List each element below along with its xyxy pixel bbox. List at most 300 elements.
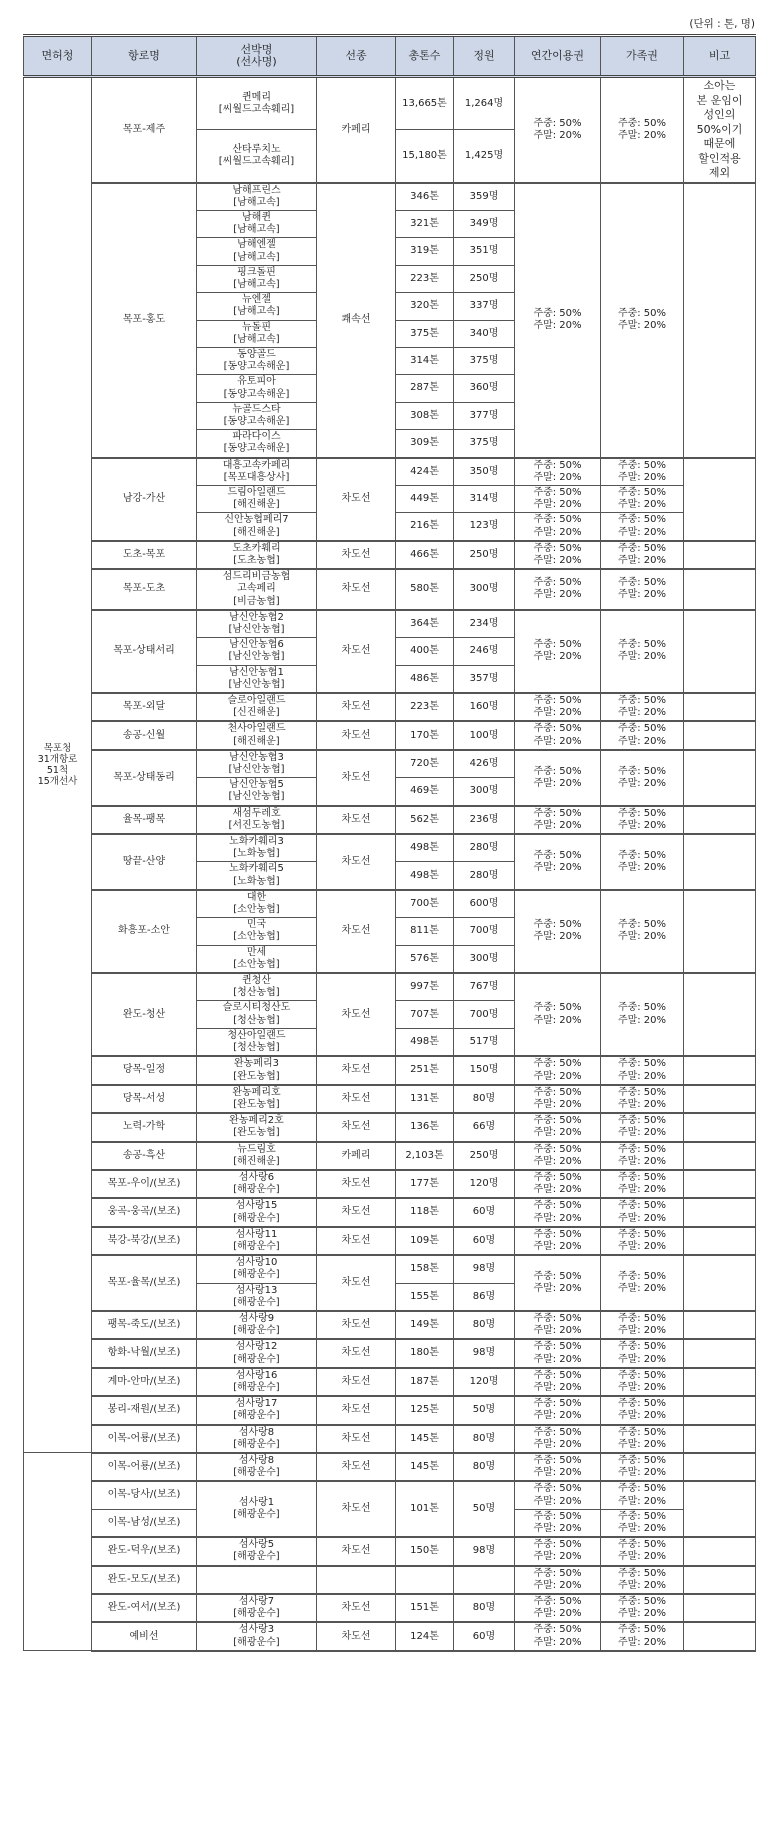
capacity [454,1566,515,1594]
annual-pass-discount: 주중: 50% 주말: 20% [515,973,601,1056]
ship-type: 쾌속선 [317,183,396,458]
family-pass-discount: 주중: 50% 주말: 20% [601,1594,684,1622]
remark [684,1453,756,1481]
ship-type: 차도선 [317,834,396,890]
ship-name: 섬사랑16 [해광운수] [197,1368,317,1396]
table-row [24,1056,756,1084]
capacity: 357명 [454,665,515,693]
ship-name: 뉴돌핀 [남해고속] [197,320,317,347]
ship-name: 슬로시티청산도 [청산농협] [197,1001,317,1028]
table-row [24,569,756,610]
route-name: 팽목-죽도/(보조) [92,1311,197,1339]
table-body [24,77,756,1651]
table-row [24,1142,756,1170]
family-pass-discount: 주중: 50% 주말: 20% [601,1368,684,1396]
tonnage: 151톤 [396,1594,454,1622]
capacity: 120명 [454,1368,515,1396]
family-pass-discount: 주중: 50% 주말: 20% [601,541,684,569]
capacity: 236명 [454,806,515,834]
ship-name: 섬사랑17 [해광운수] [197,1396,317,1424]
annual-pass-discount: 주중: 50% 주말: 20% [515,1396,601,1424]
tonnage: 720톤 [396,750,454,778]
capacity: 1,264명 [454,77,515,130]
ship-name: 섬사랑8 [해광운수] [197,1425,317,1453]
table-row [24,1481,756,1509]
ship-name: 섬드리비금농협 고속페리 [비금농협] [197,569,317,610]
ship-name: 남해퀸 [남해고속] [197,210,317,237]
route-name: 송공-흑산 [92,1142,197,1170]
ship-name: 섬사랑3 [해광운수] [197,1622,317,1650]
route-name: 목포-외달 [92,693,197,721]
ship-name: 신안농협페리7 [해진해운] [197,513,317,541]
family-pass-discount: 주중: 50% 주말: 20% [601,458,684,486]
ship-name: 새섬두레호 [서진도농협] [197,806,317,834]
ship-type: 차도선 [317,569,396,610]
ship-name: 남신안농협6 [남신안농협] [197,638,317,665]
annual-pass-discount: 주중: 50% 주말: 20% [515,1113,601,1141]
family-pass-discount: 주중: 50% 주말: 20% [601,1339,684,1367]
family-pass-discount: 주중: 50% 주말: 20% [601,485,684,512]
route-name: 목포-우이/(보조) [92,1170,197,1198]
annual-pass-discount: 주중: 50% 주말: 20% [515,77,601,183]
route-name: 목포-상태동리 [92,750,197,806]
ship-type: 차도선 [317,750,396,806]
tonnage: 145톤 [396,1453,454,1481]
route-name: 완도-덕우/(보조) [92,1537,197,1565]
ship-type: 차도선 [317,1311,396,1339]
family-pass-discount: 주중: 50% 주말: 20% [601,569,684,610]
family-pass-discount: 주중: 50% 주말: 20% [601,1537,684,1565]
remark [684,1537,756,1565]
capacity: 98명 [454,1255,515,1283]
ship-type: 차도선 [317,1056,396,1084]
tonnage: 287톤 [396,375,454,402]
table-row [24,721,756,749]
tonnage: 576톤 [396,945,454,973]
header-route: 항로명 [92,36,197,77]
remark [684,973,756,1056]
capacity: 250명 [454,541,515,569]
capacity: 80명 [454,1085,515,1113]
ship-name: 섬사랑13 [해광운수] [197,1283,317,1311]
remark [684,721,756,749]
tonnage: 136톤 [396,1113,454,1141]
ship-type: 차도선 [317,610,396,693]
header-family-pass: 가족권 [601,36,684,77]
ferry-discount-table [23,34,756,1652]
table-row [24,610,756,638]
family-pass-discount: 주중: 50% 주말: 20% [601,183,684,458]
route-name: 웅곡-웅곡/(보조) [92,1198,197,1226]
ship-type: 차도선 [317,1425,396,1453]
ship-type: 차도선 [317,1113,396,1141]
table-row [24,77,756,130]
route-name: 목포-도초 [92,569,197,610]
remark [684,1339,756,1367]
tonnage: 216톤 [396,513,454,541]
ship-name: 핑크돌핀 [남해고속] [197,265,317,292]
capacity: 700명 [454,918,515,945]
ship-name: 퀸청산 [청산농협] [197,973,317,1001]
family-pass-discount: 주중: 50% 주말: 20% [601,721,684,749]
tonnage: 177톤 [396,1170,454,1198]
annual-pass-discount: 주중: 50% 주말: 20% [515,1368,601,1396]
ship-name: 남신안농협2 [남신안농협] [197,610,317,638]
annual-pass-discount: 주중: 50% 주말: 20% [515,458,601,486]
ship-type [317,1566,396,1594]
family-pass-discount: 주중: 50% 주말: 20% [601,1227,684,1255]
capacity: 300명 [454,945,515,973]
annual-pass-discount: 주중: 50% 주말: 20% [515,1537,601,1565]
capacity: 600명 [454,890,515,918]
annual-pass-discount: 주중: 50% 주말: 20% [515,1142,601,1170]
tonnage: 364톤 [396,610,454,638]
capacity: 250명 [454,1142,515,1170]
table-row [24,1594,756,1622]
ship-type: 차도선 [317,541,396,569]
capacity: 280명 [454,862,515,890]
ship-type: 차도선 [317,693,396,721]
annual-pass-discount: 주중: 50% 주말: 20% [515,806,601,834]
tonnage: 155톤 [396,1283,454,1311]
tonnage: 469톤 [396,778,454,806]
ship-name: 파라다이스 [동양고속해운] [197,430,317,458]
tonnage: 13,665톤 [396,77,454,130]
route-name: 봉리-재원/(보조) [92,1396,197,1424]
remark [684,541,756,569]
annual-pass-discount: 주중: 50% 주말: 20% [515,485,601,512]
remark [684,183,756,458]
ship-name: 섬사랑1 [해광운수] [197,1481,317,1537]
header-row [24,36,756,77]
ship-name: 민국 [소안농협] [197,918,317,945]
table-row [24,693,756,721]
annual-pass-discount: 주중: 50% 주말: 20% [515,1170,601,1198]
route-name: 예비선 [92,1622,197,1650]
tonnage: 466톤 [396,541,454,569]
ship-name: 뉴골드스타 [동양고속해운] [197,402,317,429]
capacity: 314명 [454,485,515,512]
ship-name: 섬사랑15 [해광운수] [197,1198,317,1226]
tonnage: 562톤 [396,806,454,834]
route-name: 계마-안마/(보조) [92,1368,197,1396]
family-pass-discount: 주중: 50% 주말: 20% [601,513,684,541]
annual-pass-discount: 주중: 50% 주말: 20% [515,183,601,458]
remark [684,1425,756,1453]
annual-pass-discount: 주중: 50% 주말: 20% [515,1425,601,1453]
family-pass-discount: 주중: 50% 주말: 20% [601,1453,684,1481]
tonnage: 375톤 [396,320,454,347]
capacity: 337명 [454,293,515,320]
annual-pass-discount: 주중: 50% 주말: 20% [515,693,601,721]
remark [684,1170,756,1198]
table-row [24,1396,756,1424]
route-name: 목포-홍도 [92,183,197,458]
header-ship: 선박명 (선사명) [197,36,317,77]
table-row [24,1113,756,1141]
tonnage: 498톤 [396,1028,454,1056]
tonnage: 180톤 [396,1339,454,1367]
table-row [24,1170,756,1198]
family-pass-discount: 주중: 50% 주말: 20% [601,1198,684,1226]
remark [684,1198,756,1226]
capacity: 80명 [454,1453,515,1481]
capacity: 98명 [454,1339,515,1367]
annual-pass-discount: 주중: 50% 주말: 20% [515,1594,601,1622]
header-type: 선종 [317,36,396,77]
capacity: 86명 [454,1283,515,1311]
tonnage: 346톤 [396,183,454,211]
remark [684,1227,756,1255]
ship-name: 남해엔젤 [남해고속] [197,238,317,265]
ship-type: 차도선 [317,1396,396,1424]
ship-name: 섬사랑6 [해광운수] [197,1170,317,1198]
ship-name: 퀸메리 [씨월드고속훼리] [197,77,317,130]
ship-name: 동양골드 [동양고속해운] [197,347,317,374]
ship-type: 차도선 [317,1453,396,1481]
annual-pass-discount: 주중: 50% 주말: 20% [515,569,601,610]
capacity: 160명 [454,693,515,721]
annual-pass-discount: 주중: 50% 주말: 20% [515,610,601,693]
tonnage: 320톤 [396,293,454,320]
ship-type: 차도선 [317,890,396,973]
remark [684,1396,756,1424]
ship-type: 차도선 [317,1594,396,1622]
table-row [24,834,756,862]
table-row [24,1198,756,1226]
unit-label: (단위 : 톤, 명) [689,18,755,30]
tonnage: 319톤 [396,238,454,265]
ship-name: 남신안농협1 [남신안농협] [197,665,317,693]
family-pass-discount: 주중: 50% 주말: 20% [601,1622,684,1650]
route-name: 목포-제주 [92,77,197,183]
annual-pass-discount: 주중: 50% 주말: 20% [515,834,601,890]
route-name: 완도-여서/(보조) [92,1594,197,1622]
tonnage: 150톤 [396,1537,454,1565]
capacity: 1,425명 [454,130,515,183]
ship-name: 완농페리호 [완도농협] [197,1085,317,1113]
remark [684,610,756,693]
annual-pass-discount: 주중: 50% 주말: 20% [515,721,601,749]
ship-name: 남해프린스 [남해고속] [197,183,317,211]
header-remark: 비고 [684,36,756,77]
tonnage: 124톤 [396,1622,454,1650]
annual-pass-discount: 주중: 50% 주말: 20% [515,1339,601,1367]
remark [684,1085,756,1113]
ship-type: 카페리 [317,77,396,183]
remark [684,1622,756,1650]
route-name: 이목-어룡/(보조) [92,1453,197,1481]
capacity: 60명 [454,1198,515,1226]
ship-name: 드림아일랜드 [해진해운] [197,485,317,512]
route-name: 노력-가학 [92,1113,197,1141]
annual-pass-discount: 주중: 50% 주말: 20% [515,1622,601,1650]
capacity: 377명 [454,402,515,429]
remark [684,1368,756,1396]
ship-name: 남신안농협5 [남신안농협] [197,778,317,806]
capacity: 60명 [454,1227,515,1255]
family-pass-discount: 주중: 50% 주말: 20% [601,1425,684,1453]
capacity: 50명 [454,1396,515,1424]
ship-name: 노화카훼리3 [노화농협] [197,834,317,862]
tonnage: 400톤 [396,638,454,665]
remark [684,569,756,610]
family-pass-discount: 주중: 50% 주말: 20% [601,1255,684,1311]
tonnage: 997톤 [396,973,454,1001]
capacity: 517명 [454,1028,515,1056]
table-row [24,1537,756,1565]
tonnage: 314톤 [396,347,454,374]
tonnage: 424톤 [396,458,454,486]
ship-name: 완농페리2호 [완도농협] [197,1113,317,1141]
family-pass-discount: 주중: 50% 주말: 20% [601,1311,684,1339]
ship-type: 차도선 [317,1170,396,1198]
table-row [24,1311,756,1339]
tonnage [396,1566,454,1594]
table-row [24,1085,756,1113]
family-pass-discount: 주중: 50% 주말: 20% [601,1056,684,1084]
family-pass-discount: 주중: 50% 주말: 20% [601,1566,684,1594]
route-name: 완도-모도/(보조) [92,1566,197,1594]
tonnage: 101톤 [396,1481,454,1537]
annual-pass-discount: 주중: 50% 주말: 20% [515,1481,601,1509]
ship-type: 차도선 [317,1368,396,1396]
capacity: 100명 [454,721,515,749]
annual-pass-discount: 주중: 50% 주말: 20% [515,890,601,973]
ship-type: 차도선 [317,1227,396,1255]
capacity: 120명 [454,1170,515,1198]
tonnage: 223톤 [396,265,454,292]
tonnage: 321톤 [396,210,454,237]
annual-pass-discount: 주중: 50% 주말: 20% [515,1509,601,1537]
annual-pass-discount: 주중: 50% 주말: 20% [515,541,601,569]
tonnage: 149톤 [396,1311,454,1339]
capacity: 300명 [454,569,515,610]
table-row [24,1566,756,1594]
tonnage: 109톤 [396,1227,454,1255]
capacity: 50명 [454,1481,515,1537]
tonnage: 707톤 [396,1001,454,1028]
ship-type: 차도선 [317,1537,396,1565]
tonnage: 498톤 [396,834,454,862]
tonnage: 223톤 [396,693,454,721]
family-pass-discount: 주중: 50% 주말: 20% [601,77,684,183]
ship-name: 남신안농협3 [남신안농협] [197,750,317,778]
table-row [24,750,756,778]
ship-name: 섬사랑10 [해광운수] [197,1255,317,1283]
tonnage: 125톤 [396,1396,454,1424]
route-name: 이목-어룡/(보조) [92,1425,197,1453]
route-name: 송공-신월 [92,721,197,749]
capacity: 426명 [454,750,515,778]
family-pass-discount: 주중: 50% 주말: 20% [601,1481,684,1509]
family-pass-discount: 주중: 50% 주말: 20% [601,806,684,834]
ship-name [197,1566,317,1594]
annual-pass-discount: 주중: 50% 주말: 20% [515,1227,601,1255]
ship-name: 유토피아 [동양고속해운] [197,375,317,402]
ship-name: 청산아일랜드 [청산농협] [197,1028,317,1056]
route-name: 남강-가산 [92,458,197,541]
remark [684,1113,756,1141]
capacity: 150명 [454,1056,515,1084]
tonnage: 145톤 [396,1425,454,1453]
capacity: 700명 [454,1001,515,1028]
table-row [24,806,756,834]
route-name: 항화-낙월/(보조) [92,1339,197,1367]
tonnage: 131톤 [396,1085,454,1113]
ship-name: 천사아일랜드 [해진해운] [197,721,317,749]
remark [684,693,756,721]
ship-name: 섬사랑12 [해광운수] [197,1339,317,1367]
annual-pass-discount: 주중: 50% 주말: 20% [515,513,601,541]
route-name: 당목-일정 [92,1056,197,1084]
tonnage: 251톤 [396,1056,454,1084]
annual-pass-discount: 주중: 50% 주말: 20% [515,1453,601,1481]
ship-type: 차도선 [317,721,396,749]
capacity: 349명 [454,210,515,237]
route-name: 목포-율목/(보조) [92,1255,197,1311]
route-name: 완도-청산 [92,973,197,1056]
remark [684,890,756,973]
capacity: 351명 [454,238,515,265]
ship-name: 섬사랑8 [해광운수] [197,1453,317,1481]
ship-type: 차도선 [317,1198,396,1226]
remark [684,834,756,890]
ship-name: 노화카훼리5 [노화농협] [197,862,317,890]
remark [684,1594,756,1622]
tonnage: 187톤 [396,1368,454,1396]
tonnage: 170톤 [396,721,454,749]
route-name: 당목-서성 [92,1085,197,1113]
table-row [24,1339,756,1367]
family-pass-discount: 주중: 50% 주말: 20% [601,750,684,806]
tonnage: 308톤 [396,402,454,429]
remark [684,750,756,806]
ship-type: 차도선 [317,458,396,541]
route-name: 이목-당사/(보조) [92,1481,197,1509]
annual-pass-discount: 주중: 50% 주말: 20% [515,1255,601,1311]
tonnage: 700톤 [396,890,454,918]
remark [684,1566,756,1594]
tonnage: 811톤 [396,918,454,945]
route-name: 도초-목포 [92,541,197,569]
route-name: 율목-팽목 [92,806,197,834]
capacity: 280명 [454,834,515,862]
remark [684,1056,756,1084]
capacity: 375명 [454,430,515,458]
capacity: 246명 [454,638,515,665]
ship-type: 차도선 [317,1339,396,1367]
capacity: 80명 [454,1594,515,1622]
capacity: 234명 [454,610,515,638]
family-pass-discount: 주중: 50% 주말: 20% [601,834,684,890]
family-pass-discount: 주중: 50% 주말: 20% [601,890,684,973]
route-name: 이목-남성/(보조) [92,1509,197,1537]
table-row [24,1368,756,1396]
ship-name: 도초카훼리 [도초농협] [197,541,317,569]
family-pass-discount: 주중: 50% 주말: 20% [601,693,684,721]
family-pass-discount: 주중: 50% 주말: 20% [601,1142,684,1170]
tonnage: 118톤 [396,1198,454,1226]
region-cell [24,1453,92,1651]
table-row [24,183,756,211]
header-region: 면허청 [24,36,92,77]
ship-name: 대한 [소안농협] [197,890,317,918]
remark [684,1142,756,1170]
annual-pass-discount: 주중: 50% 주말: 20% [515,1085,601,1113]
annual-pass-discount: 주중: 50% 주말: 20% [515,1056,601,1084]
family-pass-discount: 주중: 50% 주말: 20% [601,1113,684,1141]
